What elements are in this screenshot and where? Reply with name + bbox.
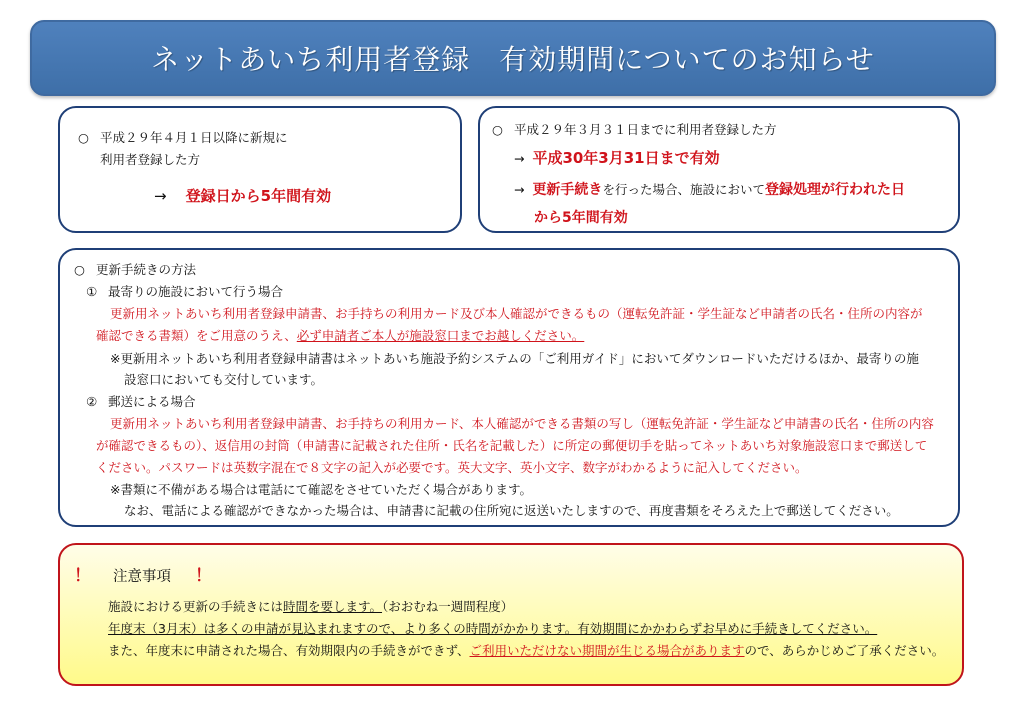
renewal-validity-text: から5年間有効	[534, 210, 628, 226]
caution-line2: 年度末（3月末）は多くの申請が見込まれますので、より多くの時間がかかります。有効期間にかかわらずお早めに手続きしてください。	[108, 621, 878, 636]
bullet: ○	[74, 262, 85, 277]
method-2-detail-line1: 更新用ネットあいち利用者登録申請書、お手持ちの利用カード、本人確認ができる書類の写し（運転免許証・学生証など申請書の氏名・住所の内容	[110, 416, 934, 431]
method-1-detail-line1: 更新用ネットあいち利用者登録申請書、お手持ちの利用カード及び本人確認ができるもの（運転免許証・学生証など申請者の氏名・住所の内容が	[110, 306, 923, 321]
caution-line1a: 施設における更新の手続きには	[108, 599, 284, 614]
deadline-text: 平成30年3月31日まで有効	[532, 149, 720, 167]
page-title: ネットあいち利用者登録 有効期間についてのお知らせ	[151, 43, 875, 76]
caution-line3a: また、年度末に申請された場合、有効期限内の手続きができず、	[108, 643, 470, 658]
renewal-methods-box	[58, 248, 960, 527]
caution-line3b: ご利用いただけない期間が生じる場合があります	[469, 643, 745, 658]
method-2-detail-line3: ください。パスワードは英数字混在で８文字の記入が必要です。英大文字、英小文字、数字がわかるように記入してください。	[96, 460, 808, 475]
new-registration-line2: 利用者登録した方	[100, 152, 201, 167]
method-2-title	[86, 394, 196, 410]
method-1-detail-line2a: 確認できる書類）をご用意のうえ、	[96, 328, 297, 343]
arrow-icon: →	[514, 182, 525, 197]
arrow-icon: →	[514, 151, 525, 166]
new-registration-line1: 平成２９年４月１日以降に新規に	[100, 130, 288, 145]
existing-registration-text	[492, 122, 777, 138]
method-1-detail-line2b: 必ず申請者ご本人が施設窓口までお越しください。	[296, 328, 585, 343]
bullet: ○	[492, 122, 503, 137]
method-1-title	[86, 284, 283, 300]
method-1-label: 最寄りの施設において行う場合	[108, 284, 284, 299]
new-registration-validity	[154, 186, 331, 206]
bullet: ○	[78, 130, 89, 145]
exclamation-icon: ！	[74, 566, 91, 586]
renewal-note	[514, 180, 905, 200]
exclamation-icon: ！	[194, 566, 212, 586]
method-2-note-line2: なお、電話による確認ができなかった場合は、申請書に記載の住所宛に返送いたしますので、再度書類をそろえた上で郵送してください。	[124, 503, 899, 518]
arrow-icon: →	[154, 187, 167, 205]
renewal-processing-text: 登録処理が行われた日	[764, 182, 905, 198]
caution-box	[58, 543, 964, 686]
caution-line1	[108, 599, 513, 615]
new-registration-box	[58, 106, 462, 233]
renewal-middle-text: を行った場合、施設において	[602, 182, 765, 197]
existing-registration-box	[478, 106, 960, 233]
method-2-detail-line2: が確認できるもの）、返信用の封筒（申請書に記載された住所・氏名を記載した）に所定の郵便切手を貼ってネットあいち対象施設窓口まで郵送して	[96, 438, 928, 453]
caution-heading	[74, 565, 212, 588]
new-registration-text	[78, 130, 288, 146]
existing-deadline	[514, 148, 720, 169]
method-2-note-line1: ※書類に不備がある場合は電話にて確認をさせていただく場合があります。	[110, 482, 532, 497]
method-2-label: 郵送による場合	[108, 394, 196, 409]
caution-line1b: 時間を要します。	[283, 599, 383, 614]
method-1-note-line1: ※更新用ネットあいち利用者登録申請書はネットあいち施設予約システムの「ご利用ガイド」においてダウンロードいただけるほか、最寄りの施	[110, 351, 919, 366]
page-title-banner	[30, 20, 996, 96]
caution-line1c: （おおむね一週間程度）	[382, 599, 514, 614]
method-1-number: ①	[86, 284, 98, 299]
method-1-detail-line2	[96, 328, 584, 344]
caution-title: 注意事項	[112, 569, 171, 585]
renewal-methods-title: 更新手続きの方法	[96, 262, 197, 277]
renewal-methods-heading	[74, 262, 196, 278]
existing-registration-line1: 平成２９年３月３１日までに利用者登録した方	[514, 122, 777, 137]
method-2-number: ②	[86, 394, 98, 409]
renewal-procedure-text: 更新手続き	[532, 182, 603, 198]
caution-line3c: ので、あらかじめご了承ください。	[744, 643, 945, 658]
validity-text: 登録日から5年間有効	[185, 187, 332, 205]
caution-line3	[108, 643, 944, 659]
method-1-note-line2: 設窓口においても交付しています。	[124, 372, 324, 387]
